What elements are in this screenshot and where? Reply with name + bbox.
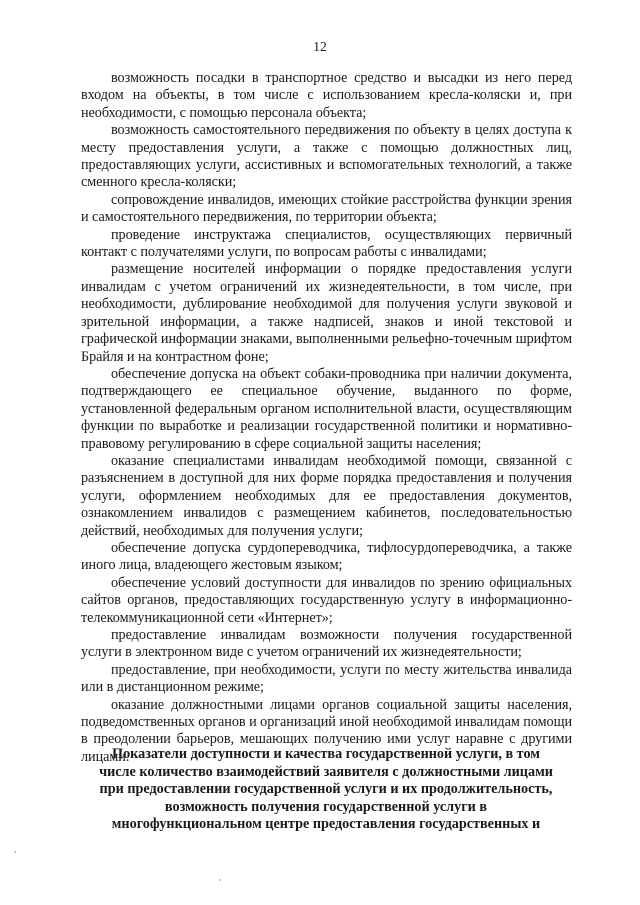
paragraph-electronic-service: предоставление инвалидам возможности получения государственной услуги в электронном виде с учетом ограничений их жизнедеятельности;: [81, 627, 572, 661]
paragraph-information-carriers: размещение носителей информации о порядке предоставления услуги инвалидам с учетом ограничений их жизнедеятельности, в том числе, при необходимости, дублирование необходимой для получения услуги звуковой и зрительной информации, а также надписей, знаков и иной текстовой и графической информации знаками, выполненными рельефно-точечным шрифтом Брайля и на контрастном фоне;: [81, 261, 572, 365]
section-heading: [76, 746, 576, 834]
paragraph-home-service: предоставление, при необходимости, услуги по месту жительства инвалида или в дистанционном режиме;: [81, 661, 572, 696]
section-heading-line: числе количество взаимодействий заявителя с должностными лицами: [99, 763, 553, 780]
paragraph-sign-interpreter: обеспечение допуска сурдопереводчика, тифлосурдопереводчика, а также иного лица, владеющего жестовым языком;: [81, 539, 572, 574]
paragraph-staff-briefing: проведение инструктажа специалистов, осуществляющих первичный контакт с получателями услуги, по вопросам работы с инвалидами;: [81, 226, 572, 261]
body-text: [81, 70, 572, 766]
paragraph-website-accessibility: обеспечение условий доступности для инвалидов по зрению официальных сайтов органов, предоставляющих государственную услугу в информационно-телекоммуникационной сети «Интернет»;: [81, 574, 572, 626]
paragraph-independent-movement: возможность самостоятельного передвижения по объекту в целях доступа к месту предоставления услуги, а также с помощью должностных лиц, предоставляющих услуги, ассистивных и вспомогательных технологий, а также сменного кресла-коляски;: [81, 122, 572, 191]
section-heading-line: многофункциональном центре предоставления государственных и: [111, 816, 541, 833]
section-heading-line: при предоставлении государственной услуги и их продолжительность,: [99, 781, 553, 798]
paragraph-escort: сопровождение инвалидов, имеющих стойкие расстройства функции зрения и самостоятельного передвижения, по территории объекта;: [81, 191, 572, 226]
section-heading-line: Показатели доступности и качества государственной услуги, в том: [112, 746, 540, 762]
scan-speck: [14, 851, 16, 853]
paragraph-specialist-assistance: оказание специалистами инвалидам необходимой помощи, связанной с разъяснением в доступной для них форме порядка предоставления и получения услуги, оформлением необходимых для ее предоставления документов, ознакомлением инвалидов с размещением кабинетов, последовательностью действий, необходимых для получения услуги;: [81, 452, 572, 539]
page-number: 12: [313, 39, 327, 54]
section-heading-line: возможность получения государственной услуги в: [164, 798, 488, 815]
scan-speck: [219, 879, 221, 881]
paragraph-boarding-vehicle: возможность посадки в транспортное средство и высадки из него перед входом на объекты, в том числе с использованием кресла-коляски и, при необходимости, с помощью персонала объекта;: [81, 70, 572, 121]
paragraph-barrier-assistance: оказание должностными лицами органов социальной защиты населения, подведомственных органов и организаций иной необходимой инвалидам помощи в преодолении барьеров, мешающих получению ими услуг наравне с другими лицами.: [81, 696, 572, 765]
paragraph-guide-dog: обеспечение допуска на объект собаки-проводника при наличии документа, подтверждающего ее специальное обучение, выданного по форме, установленной федеральным органом исполнительной власти, осуществляющим функции по выработке и реализации государственной политики и нормативно-правовому регулированию в сфере социальной защиты населения;: [81, 365, 572, 452]
